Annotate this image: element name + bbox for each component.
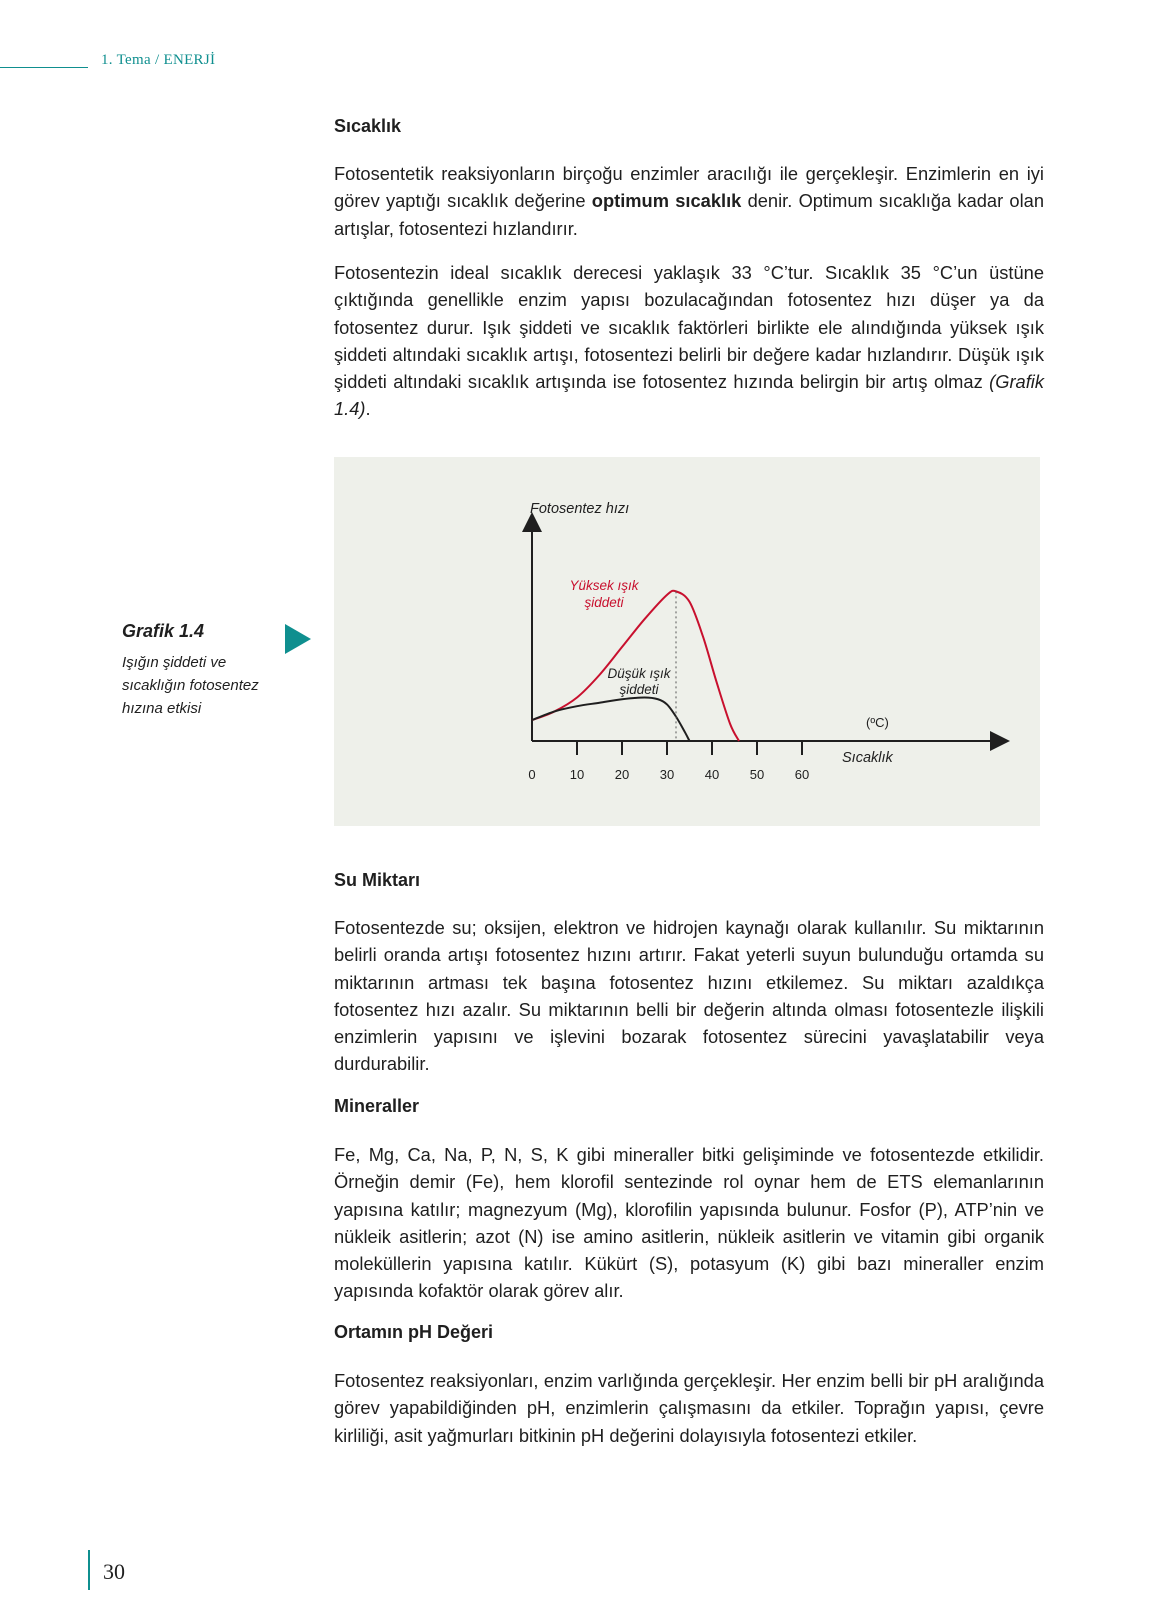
figure-caption-title: Grafik 1.4: [122, 621, 205, 641]
x-axis-label: Sıcaklık: [842, 750, 893, 766]
chart-labels: [530, 501, 894, 766]
x-tick-label: 20: [614, 767, 630, 782]
header-rule: [0, 67, 88, 68]
section-heading: Mineraller: [334, 1096, 420, 1116]
series-line-low-light: [532, 698, 690, 742]
y-axis-label: Fotosentez hızı: [530, 501, 630, 517]
x-tick-label: 40: [704, 767, 720, 782]
section-heading: Su Miktarı: [334, 870, 421, 890]
section-sicaklik: [334, 116, 1044, 137]
x-tick-label: 0: [528, 767, 536, 782]
figure-reference: (Grafik 1.4): [334, 371, 1044, 420]
figure-panel: [334, 457, 1040, 826]
chart-axes: [528, 522, 1000, 782]
paragraph: Fotosentez reaksiyonları, enzim varlığında gerçekleşir. Her enzim belli bir pH aralığında görev yapabildiğinden pH, enzimlerin çalışmasını da etkiler. Toprağın yapısı, çevre kirliliği, asit yağmurları bitkinin pH değerini dolayısıyla fotosentezi etkiler.: [334, 1370, 1044, 1446]
paragraph: Fotosentetik reaksiyonların birçoğu enzimler aracılığı ile gerçekleşir. Enzimlerin en iyi görev yaptığı sıcaklık değerine optimum sıcaklık denir. Optimum sıcaklığa kadar olan artışlar, fotosentezi hızlandırır.: [334, 163, 1044, 239]
series-label: Düşük ışık: [607, 666, 671, 681]
x-tick-label: 10: [569, 767, 585, 782]
figure-caption-text: Işığın şiddeti ve sıcaklığın fotosentez hızına etkisi: [122, 654, 259, 717]
play-arrow-icon: [285, 624, 311, 654]
series-label: şiddeti: [584, 595, 624, 610]
paragraph: Fe, Mg, Ca, Na, P, N, S, K gibi mineraller bitki gelişiminde ve fotosentezde etkilidir. Örneğin demir (Fe), hem klorofil sentezinde rol oynar hem de ETS elemanlarının yapısına katılır; magnezyum (Mg), klorofilin yapısında bulunur. Fosfor (P), ATP’nin ve nükleik asitlerin; azot (N) ise amino asitlerin, nükleik asitlerin ve vitamin gibi organik moleküllerin yapısına katılır. Kükürt (S), potasyum (K) gibi bazı mineraller enzim yapısında kofaktör olarak görev alır.: [334, 1144, 1044, 1302]
section-heading: Sıcaklık: [334, 116, 402, 136]
term-optimum-sicaklik: optimum sıcaklık: [591, 190, 742, 212]
paragraph: Fotosentezde su; oksijen, elektron ve hidrojen kaynağı olarak kullanılır. Su miktarının belirli oranda artışı fotosentez hızını artırır. Fakat yeterli suyun bulunduğu ortamda su miktarının artması tek başına fotosentez hızını etkilemez. Su miktarı azaldıkça fotosentez hızı azalır. Su miktarının belli bir değerin altında olması fotosentezle ilişkili enzimlerin yapısını ve işlevini bozarak fotosentez sürecini yavaşlatabilir veya durdurabilir.: [334, 917, 1044, 1075]
footer-rule: [88, 1550, 90, 1590]
series-label: şiddeti: [619, 682, 659, 697]
paragraph: Fotosentezin ideal sıcaklık derecesi yaklaşık 33 °C’tur. Sıcaklık 35 °C’un üstüne çıktığında genellikle enzim yapısı bozulacağından fotosentez hızı düşer ya da fotosentez durur. Işık şiddeti ve sıcaklık faktörleri birlikte ele alındığında yüksek ışık şiddeti altındaki sıcaklık artışı, fotosentezi belirli bir değere kadar hızlandırır. Düşük ışık şiddeti altındaki sıcaklık artışında ise fotosentez hızında belirgin bir artış olmaz (Grafik 1.4).: [334, 262, 1044, 420]
section-su-miktari: [334, 870, 1044, 891]
section-ph: [334, 1322, 1044, 1343]
temperature-photosynthesis-chart: [334, 457, 1040, 826]
page-number: 30: [103, 1559, 125, 1584]
x-tick-label: 30: [659, 767, 675, 782]
section-mineraller: [334, 1096, 1044, 1117]
x-tick-label: 60: [794, 767, 810, 782]
section-heading: Ortamın pH Değeri: [334, 1322, 494, 1342]
running-head: 1. Tema / ENERJİ: [101, 52, 216, 68]
x-tick-label: 50: [749, 767, 765, 782]
series-label: Yüksek ışık: [569, 578, 639, 593]
x-axis-unit: (ºC): [866, 715, 889, 730]
